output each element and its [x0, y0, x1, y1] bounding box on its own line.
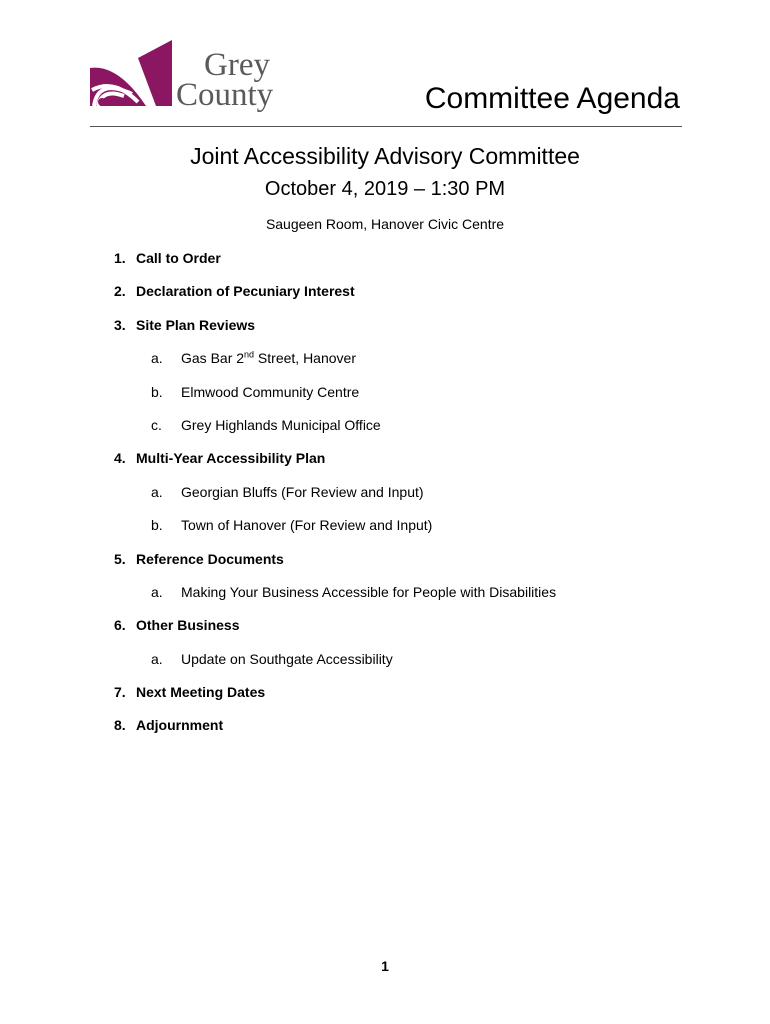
agenda-subitem [114, 650, 556, 683]
agenda-subitem [114, 483, 556, 516]
meeting-datetime: October 4, 2019 – 1:30 PM [264, 178, 506, 200]
agenda-item [114, 282, 556, 315]
subitem-letter: a. [151, 350, 163, 367]
subitem-superscript: nd [244, 349, 255, 360]
agenda-item-number: 2. [114, 283, 126, 300]
logo-line-grey: Grey [204, 47, 270, 83]
subitem-text: Georgian Bluffs (For Review and Input) [181, 483, 424, 500]
subitem-text: Update on Southgate Accessibility [181, 650, 393, 667]
agenda-item-title: Site Plan Reviews [136, 316, 256, 333]
agenda-item [114, 716, 556, 749]
committee-name: Joint Accessibility Advisory Committee [190, 143, 580, 169]
agenda-subitem [114, 516, 556, 549]
subitem-text: Town of Hanover (For Review and Input) [181, 517, 433, 534]
subitem-letter: a. [151, 650, 163, 667]
agenda-subitem [114, 349, 556, 382]
agenda-item [114, 316, 556, 349]
agenda-subitem [114, 383, 556, 416]
agenda-item-number: 4. [114, 450, 126, 467]
agenda-item-number: 1. [114, 250, 126, 266]
subitem-text-pre: Gas Bar 2 [181, 350, 245, 367]
meeting-location: Saugeen Room, Hanover Civic Centre [265, 216, 505, 232]
logo-line-county: County [176, 77, 274, 113]
agenda-item-title: Multi-Year Accessibility Plan [136, 450, 326, 467]
agenda-subitem [114, 416, 556, 449]
agenda-item-title: Next Meeting Dates [136, 684, 266, 701]
agenda-item [114, 616, 556, 649]
subitem-text: Elmwood Community Centre [181, 383, 360, 400]
agenda-item [114, 249, 556, 282]
subitem-letter: b. [151, 517, 163, 534]
agenda-item-title: Call to Order [136, 250, 221, 266]
header-divider [90, 126, 682, 127]
agenda-item-number: 6. [114, 617, 126, 634]
grey-county-logo-icon [88, 38, 178, 110]
agenda-item-title: Adjournment [136, 717, 224, 734]
agenda-item-title: Declaration of Pecuniary Interest [136, 283, 355, 300]
agenda-list [114, 249, 556, 750]
agenda-item-number: 8. [114, 717, 126, 734]
subitem-text: Grey Highlands Municipal Office [181, 416, 381, 433]
agenda-subitem [114, 583, 556, 616]
subitem-text-post: Street, Hanover [254, 350, 356, 367]
page-number: 1 [381, 958, 389, 974]
agenda-item [114, 683, 556, 716]
subitem-text: Making Your Business Accessible for People with Disabilities [181, 583, 557, 600]
agenda-item-title: Reference Documents [136, 550, 284, 567]
document-title: Committee Agenda [424, 82, 680, 115]
agenda-item-number: 5. [114, 550, 126, 567]
grey-county-logo [88, 38, 288, 118]
agenda-item-title: Other Business [136, 617, 240, 634]
subitem-letter: a. [151, 583, 163, 600]
agenda-item [114, 550, 556, 583]
agenda-item [114, 449, 556, 482]
logo-wordmark [176, 47, 274, 113]
agenda-item-number: 7. [114, 684, 126, 701]
agenda-item-number: 3. [114, 316, 126, 333]
subitem-letter: c. [151, 416, 162, 433]
subitem-letter: b. [151, 383, 163, 400]
subitem-letter: a. [151, 483, 163, 500]
